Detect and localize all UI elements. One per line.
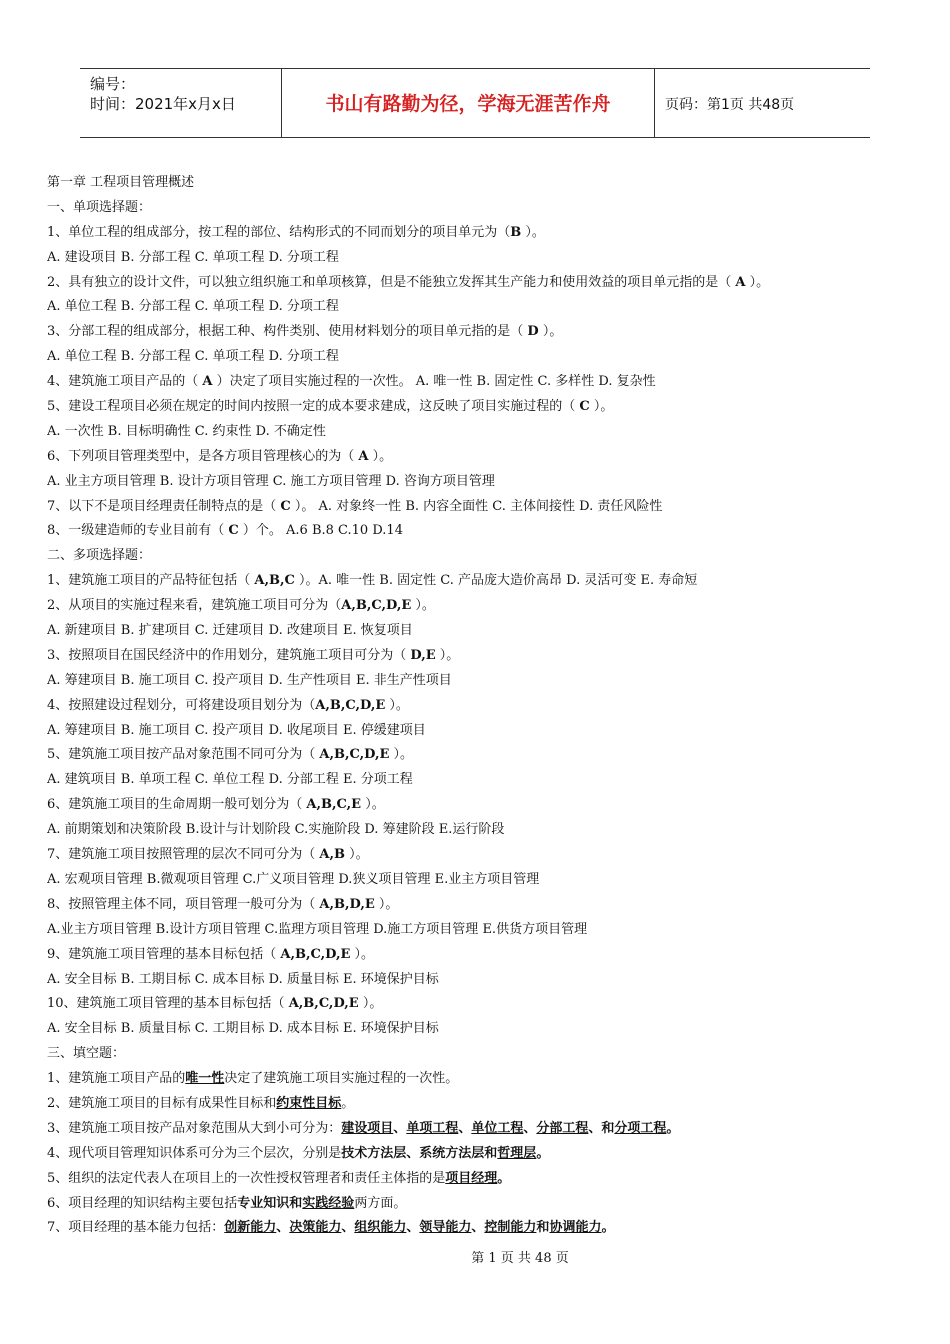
text-segment: A. 业主方项目管理 B. 设计方项目管理 C. 施工方项目管理 D. 咨询方项目管理: [47, 473, 495, 489]
filled-answer: 领导能力: [419, 1220, 472, 1236]
text-line: [47, 943, 907, 968]
text-segment: 3、分部工程的组成部分，根据工种、构件类别、使用材料划分的项目单元指的是（: [47, 324, 528, 340]
text-segment: 3、按照项目在国民经济中的作用划分，建筑施工项目可分为（: [47, 647, 411, 663]
answer-text: 、: [276, 1220, 290, 1236]
answer-text: A,B,C,D,E: [288, 996, 359, 1012]
answer-text: 、: [341, 1220, 355, 1236]
text-segment: A. 安全目标 B. 工期目标 C. 成本目标 D. 质量目标 E. 环境保护目标: [47, 971, 439, 987]
text-line: [47, 1067, 907, 1092]
text-segment: A. 新建项目 B. 扩建项目 C. 迁建项目 D. 改建项目 E. 恢复项目: [47, 623, 413, 639]
filled-answer: 协调能力: [549, 1220, 602, 1236]
text-segment: ）。: [350, 946, 375, 962]
text-segment: ）。: [358, 996, 383, 1012]
text-segment: 6、建筑施工项目的生命周期一般可划分为（: [47, 797, 307, 813]
text-line: [47, 594, 907, 619]
text-segment: ）。: [374, 896, 399, 912]
text-segment: 8、一级建造师的专业目前有（: [47, 523, 229, 539]
text-segment: 9、建筑施工项目管理的基本目标包括（: [47, 946, 281, 962]
text-segment: 。: [341, 1095, 355, 1111]
answer-text: C: [579, 399, 590, 415]
text-segment: 5、组织的法定代表人在项目上的一次性授权管理者和责任主体指的是: [47, 1170, 446, 1186]
text-segment: ）。: [435, 647, 460, 663]
answer-text: 。: [536, 1145, 550, 1161]
filled-answer: 创新能力: [224, 1220, 277, 1236]
text-segment: 4、建筑施工项目产品的（: [47, 374, 203, 390]
answer-text: A,B,C,D,E: [315, 697, 386, 713]
header-motto: 书山有路勤为径，学海无涯苦作舟: [325, 93, 611, 115]
text-line: [47, 843, 907, 868]
header-page-cell: [655, 69, 870, 137]
text-segment: 决定了建筑施工项目实施过程的一次性。: [224, 1071, 459, 1087]
text-segment: 3、建筑施工项目按产品对象范围从大到小可分为：: [47, 1120, 342, 1136]
text-segment: A. 筹建项目 B. 施工项目 C. 投产项目 D. 收尾项目 E. 停缓建项目: [47, 722, 426, 738]
text-segment: 6、下列项目管理类型中，是各方项目管理核心的为（: [47, 448, 359, 464]
text-line: [47, 420, 907, 445]
text-segment: ）个。 A.6 B.8 C.10 D.14: [238, 523, 403, 539]
text-segment: 2、具有独立的设计文件，可以独立组织施工和单项核算，但是不能独立发挥其生产能力和使用效益的项目单元指的是（: [47, 274, 736, 290]
text-segment: 7、建筑施工项目按照管理的层次不同可分为（: [47, 847, 320, 863]
text-line: [47, 171, 907, 196]
text-line: [47, 544, 907, 569]
document-time-label: 时间：2021年x月x日: [90, 95, 236, 113]
text-line: [47, 719, 907, 744]
filled-answer: 分部工程: [536, 1120, 589, 1136]
text-line: [47, 793, 907, 818]
text-line: [47, 221, 907, 246]
text-segment: 1、建筑施工项目产品的: [47, 1071, 186, 1087]
answer-text: 技术方法层、系统方法层和: [341, 1145, 498, 1161]
answer-text: D,E: [410, 647, 436, 663]
text-segment: A. 建设项目 B. 分部工程 C. 单项工程 D. 分项工程: [47, 249, 339, 265]
text-line: [47, 519, 907, 544]
text-line: [47, 1142, 907, 1167]
answer-text: 。: [601, 1220, 615, 1236]
answer-text: D: [527, 324, 539, 340]
text-segment: ）。: [538, 324, 563, 340]
text-segment: 第一章 工程项目管理概述: [47, 175, 195, 190]
text-segment: 一、单项选择题：: [47, 199, 152, 215]
text-segment: ）。: [389, 747, 414, 763]
text-segment: 2、从项目的实施过程来看，建筑施工项目可分为（: [47, 598, 342, 614]
text-segment: 6、项目经理的知识结构主要包括: [47, 1195, 238, 1211]
text-segment: 二、多项选择题：: [47, 548, 152, 564]
answer-text: 、: [523, 1120, 537, 1136]
answer-text: A,B,D,E: [319, 896, 375, 912]
text-line: [47, 295, 907, 320]
text-segment: 两方面。: [354, 1195, 407, 1211]
page-footer: 第 1 页 共 48 页: [471, 1251, 569, 1266]
filled-answer: 哲理层: [497, 1145, 537, 1161]
text-line: [47, 644, 907, 669]
document-body: [47, 171, 907, 1241]
filled-answer: 单位工程: [471, 1120, 524, 1136]
text-line: [47, 246, 907, 271]
text-segment: ）。: [368, 448, 393, 464]
text-segment: 三、填空题：: [47, 1046, 126, 1062]
answer-text: 、: [393, 1120, 407, 1136]
text-segment: 5、建设工程项目必须在规定的时间内按照一定的成本要求建成，这反映了项目实施过程的（: [47, 399, 580, 415]
filled-answer: 建设项目: [341, 1120, 394, 1136]
text-segment: A. 宏观项目管理 B.微观项目管理 C.广义项目管理 D.狭义项目管理 E.业主方项目管理: [47, 871, 540, 887]
text-segment: 8、按照管理主体不同，项目管理一般可分为（: [47, 896, 320, 912]
text-segment: ）。: [589, 399, 614, 415]
answer-text: 和: [536, 1220, 550, 1236]
text-line: [47, 395, 907, 420]
text-line: [47, 1167, 907, 1192]
text-segment: ）。: [521, 224, 545, 240]
text-segment: ）。: [745, 274, 770, 290]
header-meta-cell: [80, 69, 282, 137]
text-segment: 5、建筑施工项目按产品对象范围不同可分为（: [47, 747, 320, 763]
text-line: [47, 445, 907, 470]
text-segment: 1、单位工程的组成部分，按工程的部位、结构形式的不同而划分的项目单元为（: [47, 224, 511, 240]
document-number-label: 编号：: [90, 75, 136, 93]
text-segment: 10、建筑施工项目管理的基本目标包括（: [47, 996, 289, 1012]
text-line: [47, 893, 907, 918]
text-line: [47, 370, 907, 395]
text-line: [47, 694, 907, 719]
filled-answer: 组织能力: [354, 1220, 407, 1236]
text-segment: A. 筹建项目 B. 施工项目 C. 投产项目 D. 生产性项目 E. 非生产性项目: [47, 672, 452, 688]
filled-answer: 分项工程: [614, 1120, 667, 1136]
text-line: [47, 918, 907, 943]
text-line: [47, 619, 907, 644]
text-segment: 1、建筑施工项目的产品特征包括（: [47, 573, 255, 589]
answer-text: A,B,C: [254, 573, 295, 589]
answer-text: 、: [406, 1220, 420, 1236]
text-segment: A.业主方项目管理 B.设计方项目管理 C.监理方项目管理 D.施工方项目管理 E.供货方项目管理: [47, 921, 588, 937]
answer-text: A: [202, 374, 213, 390]
text-segment: ）。: [411, 598, 435, 614]
text-line: [47, 470, 907, 495]
text-segment: A. 安全目标 B. 质量目标 C. 工期目标 D. 成本目标 E. 环境保护目标: [47, 1021, 439, 1037]
page-header: [80, 68, 870, 138]
filled-answer: 唯一性: [185, 1071, 225, 1087]
answer-text: A,B,C,E: [306, 797, 362, 813]
text-line: [47, 1042, 907, 1067]
text-line: [47, 669, 907, 694]
text-segment: A. 一次性 B. 目标明确性 C. 约束性 D. 不确定性: [47, 423, 326, 439]
text-line: [47, 868, 907, 893]
answer-text: C: [280, 498, 291, 514]
text-segment: 7、项目经理的基本能力包括：: [47, 1220, 225, 1236]
text-segment: A. 前期策划和决策阶段 B.设计与计划阶段 C.实施阶段 D. 筹建阶段 E.运行阶段: [47, 822, 505, 838]
answer-text: A,B: [319, 847, 346, 863]
text-segment: A. 建筑项目 B. 单项工程 C. 单位工程 D. 分部工程 E. 分项工程: [47, 772, 413, 788]
filled-answer: 项目经理: [445, 1170, 498, 1186]
text-segment: 2、建筑施工项目的目标有成果性目标和: [47, 1095, 277, 1111]
text-line: [47, 768, 907, 793]
text-line: [47, 818, 907, 843]
answer-text: B: [510, 224, 522, 240]
answer-text: 。: [497, 1170, 511, 1186]
text-segment: ）决定了项目实施过程的一次性。 A. 唯一性 B. 固定性 C. 多样性 D. 复杂性: [212, 374, 656, 390]
text-segment: ）。: [361, 797, 385, 813]
text-segment: ）。 A. 对象终一性 B. 内容全面性 C. 主体间接性 D. 责任风险性: [290, 498, 663, 514]
text-segment: A. 单位工程 B. 分部工程 C. 单项工程 D. 分项工程: [47, 349, 339, 365]
text-line: [47, 1117, 907, 1142]
answer-text: 、和: [588, 1120, 615, 1136]
text-line: [47, 345, 907, 370]
answer-text: A: [735, 274, 746, 290]
answer-text: 。: [666, 1120, 680, 1136]
text-line: [47, 569, 907, 594]
text-line: [47, 271, 907, 296]
answer-text: A,B,C,D,E: [319, 747, 390, 763]
text-line: [47, 320, 907, 345]
text-line: [47, 743, 907, 768]
answer-text: A: [358, 448, 369, 464]
filled-answer: 约束性目标: [276, 1095, 342, 1111]
filled-answer: 控制能力: [484, 1220, 537, 1236]
answer-text: 专业知识和: [237, 1195, 303, 1211]
text-segment: 4、现代项目管理知识体系可分为三个层次，分别是: [47, 1145, 342, 1161]
answer-text: 、: [458, 1120, 472, 1136]
answer-text: 、: [471, 1220, 485, 1236]
text-segment: A. 单位工程 B. 分部工程 C. 单项工程 D. 分项工程: [47, 299, 339, 315]
text-segment: ）。: [345, 847, 369, 863]
filled-answer: 实践经验: [302, 1195, 355, 1211]
text-line: [47, 968, 907, 993]
text-line: [47, 1017, 907, 1042]
answer-text: A,B,C,D,E: [280, 946, 351, 962]
answer-text: A,B,C,D,E: [341, 598, 412, 614]
text-line: [47, 1216, 907, 1241]
text-line: [47, 196, 907, 221]
header-motto-cell: [282, 69, 655, 137]
text-segment: 4、按照建设过程划分，可将建设项目划分为（: [47, 697, 316, 713]
text-line: [47, 1092, 907, 1117]
filled-answer: 决策能力: [289, 1220, 342, 1236]
text-segment: ）。: [385, 697, 409, 713]
text-line: [47, 992, 907, 1017]
text-line: [47, 1192, 907, 1217]
text-segment: 7、以下不是项目经理责任制特点的是（: [47, 498, 281, 514]
filled-answer: 单项工程: [406, 1120, 459, 1136]
header-page-info: 页码：第1页 共48页: [665, 97, 795, 113]
answer-text: C: [228, 523, 239, 539]
text-segment: ）。A. 唯一性 B. 固定性 C. 产品庞大造价高昂 D. 灵活可变 E. 寿命短: [294, 573, 698, 589]
text-line: [47, 495, 907, 520]
